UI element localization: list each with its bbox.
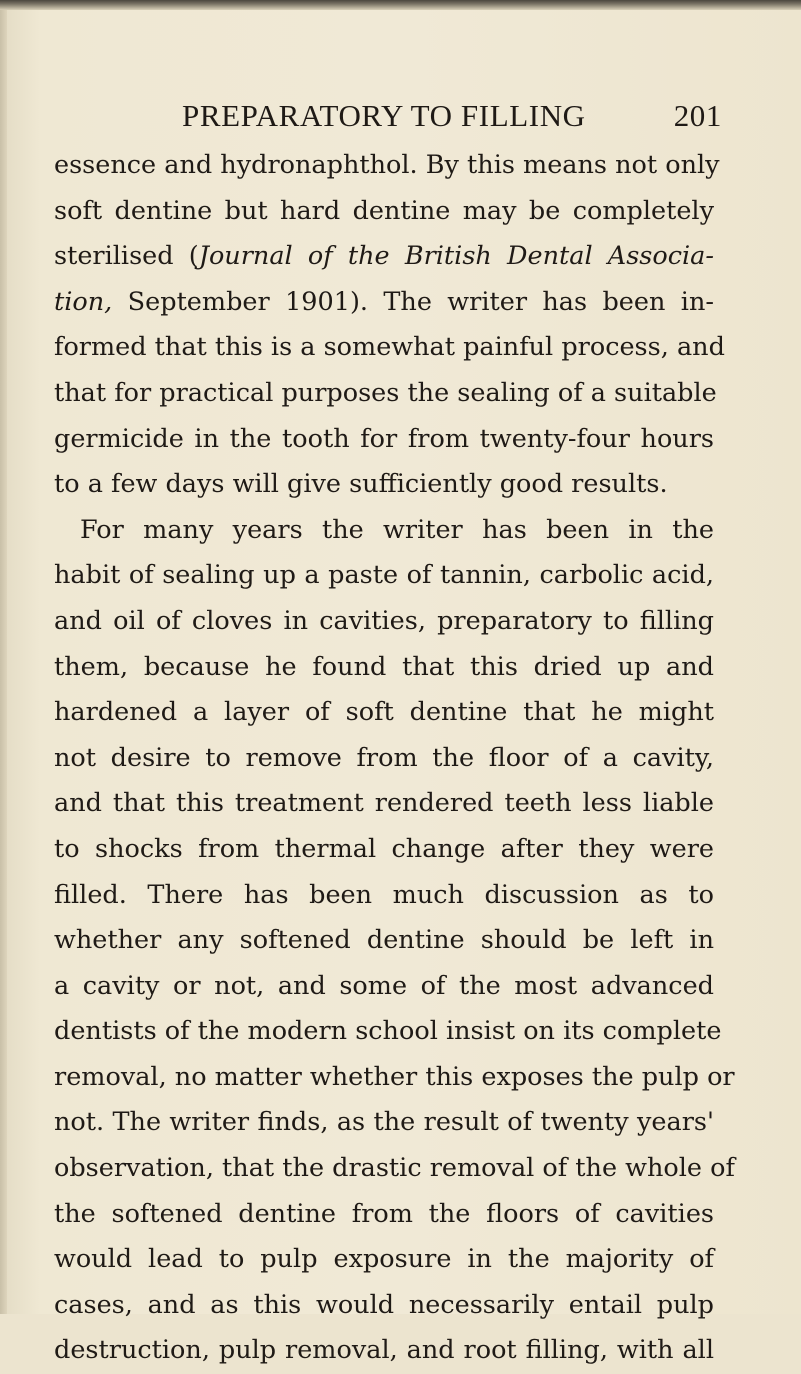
text-line: them, because he found that this dried up and — [54, 651, 714, 682]
text-line: whether any softened dentine should be left in — [54, 925, 714, 956]
text-line: For many years the writer has been in the — [80, 514, 714, 545]
text-line: observation, that the drastic removal of the whole of — [54, 1153, 735, 1184]
text-line: not desire to remove from the floor of a cavity, — [54, 742, 714, 773]
text-line: and that this treatment rendered teeth less liable — [54, 788, 714, 819]
text-line: germicide in the tooth for from twenty-four hours — [54, 423, 714, 454]
page-top-edge — [0, 0, 801, 10]
text-line: formed that this is a somewhat painful process, and — [54, 332, 725, 363]
text-line-segment: September 1901). The writer has been in- — [112, 286, 714, 317]
text-line: would lead to pulp exposure in the majority of — [54, 1244, 714, 1275]
journal-title-italic: Journal of the British Dental Associa- — [198, 241, 714, 272]
text-line — [54, 280, 714, 326]
text-line: hardened a layer of soft dentine that he might — [54, 697, 714, 728]
body-text — [54, 143, 735, 1374]
text-line: and oil of cloves in cavities, preparatory to filling — [54, 605, 714, 636]
text-line: to a few days will give sufficiently good results. — [54, 469, 668, 500]
text-line: destruction, pulp removal, and root filling, with all — [54, 1335, 714, 1366]
text-line: cases, and as this would necessarily entail pulp — [54, 1289, 714, 1320]
text-line: habit of sealing up a paste of tannin, carbolic acid, — [54, 560, 714, 591]
text-line-segment: sterilised ( — [54, 241, 199, 272]
running-head-title: PREPARATORY TO FILLING — [182, 98, 586, 133]
page-number: 201 — [673, 98, 722, 133]
text-line: removal, no matter whether this exposes the pulp or — [54, 1061, 735, 1092]
text-line: not. The writer finds, as the result of twenty years' — [54, 1107, 714, 1138]
text-line: dentists of the modern school insist on its complete — [54, 1016, 722, 1047]
text-line — [54, 234, 714, 280]
text-line: to shocks from thermal change after they were — [54, 833, 714, 864]
text-line: filled. There has been much discussion as to — [54, 879, 714, 910]
text-line: the softened dentine from the floors of cavities — [54, 1198, 714, 1229]
page-gutter — [0, 0, 7, 1314]
text-line: soft dentine but hard dentine may be completely — [54, 195, 714, 226]
text-line: that for practical purposes the sealing of a suitable — [54, 377, 717, 408]
text-line: a cavity or not, and some of the most advanced — [54, 970, 714, 1001]
text-line: essence and hydronaphthol. By this means not only — [54, 150, 720, 180]
journal-title-italic: tion, — [54, 286, 113, 317]
running-head — [182, 98, 722, 142]
